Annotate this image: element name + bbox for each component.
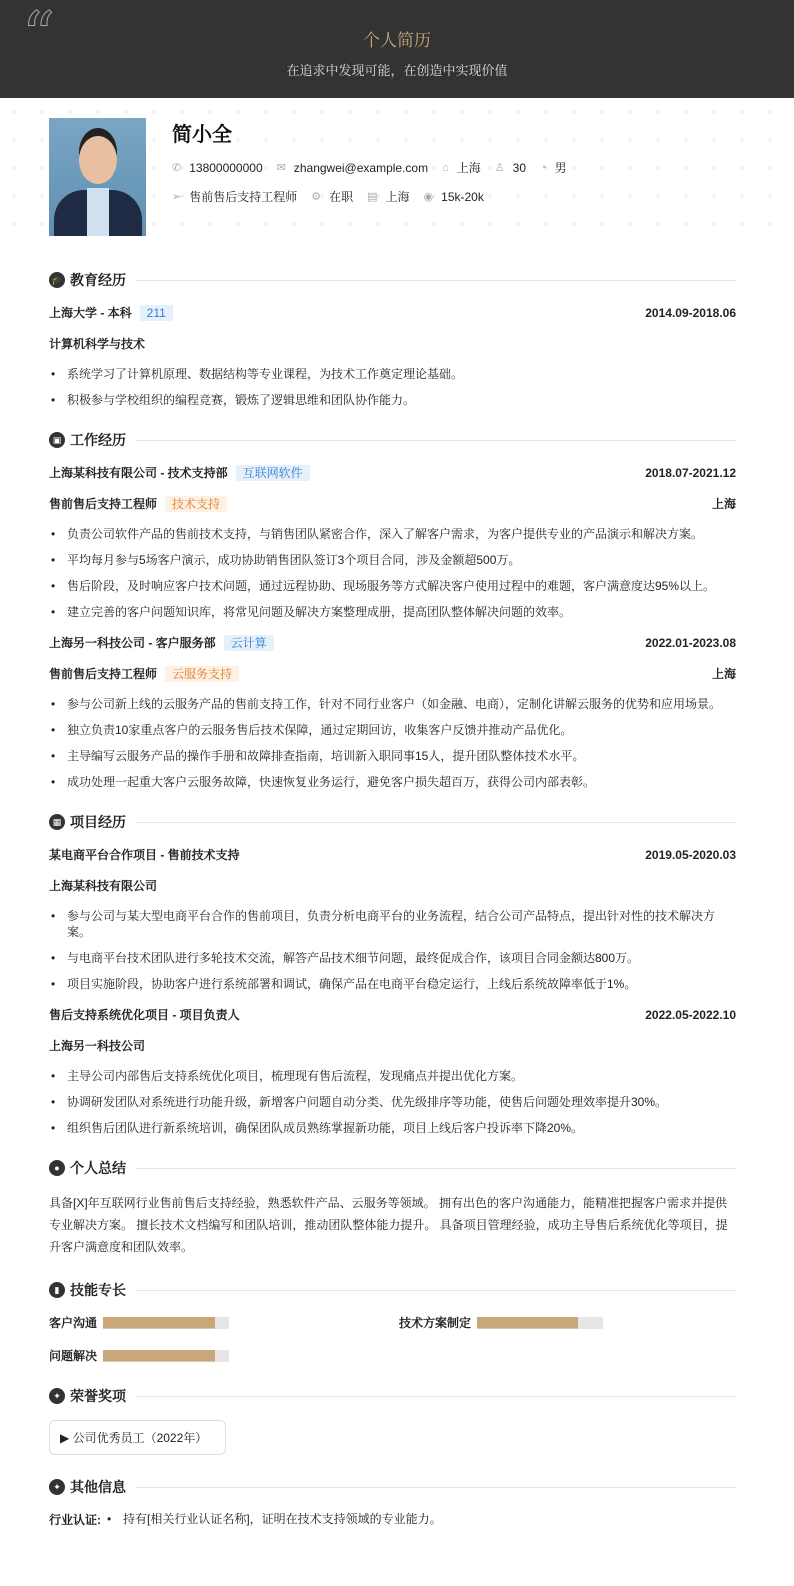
- city: 上海: [711, 667, 736, 681]
- gender: 男: [554, 161, 567, 175]
- page-title: 个人简历: [363, 31, 431, 50]
- role-tag: 技术支持: [165, 496, 227, 512]
- skill-name: 技术方案制定: [399, 1316, 472, 1330]
- list-item: • 系统学习了计算机原理、数据结构等专业课程，为技术工作奠定理论基础。: [49, 366, 736, 382]
- list-item: • 参与公司与某大型电商平台合作的售前项目，负责分析电商平台的业务流程，结合公司产品特点，提出针对性的技术解决方案。: [49, 908, 736, 940]
- salary-icon: ◉: [423, 191, 434, 203]
- project-company: 上海某科技有限公司: [49, 879, 158, 893]
- summary-text: 具备[X]年互联网行业售前售后支持经验，熟悉软件产品、云服务等领域。 拥有出色的客户沟通能力，能精准把握客户需求并提供专业解决方案。 擅长技术文档编写和团队培训，推动团队整体能力提升。 具备项目管理经验，成功主导售后系统优化等项目，提升客户满意度和团队效率。: [49, 1196, 728, 1254]
- avatar: [49, 118, 146, 236]
- skill-bar-fill: [477, 1317, 578, 1329]
- list-item: • 售后阶段，及时响应客户技术问题，通过远程协助、现场服务等方式解决客户使用过程中的难题，客户满意度达95%以上。: [49, 578, 736, 594]
- school-tag: 211: [140, 305, 173, 321]
- list-item: • 主导公司内部售后支持系统优化项目，梳理现有售后流程，发现痛点并提出优化方案。: [49, 1068, 736, 1084]
- role: 售前售后支持工程师: [49, 497, 158, 511]
- list-item: • 项目实施阶段，协助客户进行系统部署和调试，确保产品在电商平台稳定运行，上线后系统故障率低于1%。: [49, 976, 736, 992]
- section-education: [49, 270, 736, 290]
- list-item: • 协调研发团队对系统进行功能升级，新增客户问题自动分类、优先级排序等功能，使售后问题处理效率提升30%。: [49, 1094, 736, 1110]
- award-label: 公司优秀员工（2022年）: [72, 1431, 208, 1445]
- list-item: • 主导编写云服务产品的操作手册和故障排查指南，培训新入职同事15人，提升团队整体技术水平。: [49, 748, 736, 764]
- role-tag: 云服务支持: [165, 666, 239, 682]
- industry-tag: 云计算: [224, 635, 274, 651]
- skill-item: [399, 1314, 699, 1331]
- list-item: • 独立负责10家重点客户的云服务售后技术保障，通过定期回访，收集客户反馈并推动产品优化。: [49, 722, 736, 738]
- section-title: 工作经历: [70, 432, 126, 448]
- section-other: [49, 1477, 736, 1497]
- section-title: 技能专长: [70, 1282, 126, 1298]
- city: 上海: [385, 190, 410, 204]
- profile-name: 简小全: [172, 124, 232, 146]
- skill-bar: [103, 1350, 229, 1362]
- briefcase-icon: ▣: [49, 432, 65, 448]
- section-title: 荣誉奖项: [70, 1388, 126, 1404]
- work-entry: [49, 634, 736, 790]
- skill-bar-fill: [103, 1350, 215, 1362]
- date: 2014.09-2018.06: [645, 305, 736, 320]
- section-title: 教育经历: [70, 272, 126, 288]
- project-entry: [49, 1006, 736, 1136]
- building-icon: ▤: [367, 191, 378, 203]
- project-name: 售后支持系统优化项目 - 项目负责人: [49, 1008, 240, 1022]
- position: 售前售后支持工程师: [189, 190, 298, 204]
- date: 2022.01-2023.08: [645, 635, 736, 650]
- school: 上海大学 - 本科: [49, 306, 132, 320]
- phone-icon: ✆: [172, 162, 182, 174]
- profile: [0, 98, 794, 248]
- section-awards: [49, 1386, 736, 1406]
- skill-item: [49, 1314, 399, 1331]
- role: 售前售后支持工程师: [49, 667, 158, 681]
- skill-bar: [103, 1317, 229, 1329]
- send-icon: ➢: [172, 191, 182, 203]
- list-item: • 积极参与学校组织的编程竞赛，锻炼了逻辑思维和团队协作能力。: [49, 392, 736, 408]
- page-subtitle: 在追求中发现可能，在创造中实现价值: [286, 63, 508, 78]
- age-icon: ♙: [494, 162, 505, 174]
- grid-icon: ▦: [49, 814, 65, 830]
- status-icon: ⚙: [311, 191, 322, 203]
- salary: 15k-20k: [441, 189, 484, 204]
- list-item: • 与电商平台技术团队进行多轮技术交流，解答产品技术细节问题，最终促成合作，该项目合同金额达800万。: [49, 950, 736, 966]
- list-item: • 持有[相关行业认证名称]，证明在技术支持领域的专业能力。: [105, 1511, 442, 1527]
- skill-item: [49, 1347, 399, 1364]
- location: 上海: [456, 161, 481, 175]
- education-entry: [49, 304, 736, 408]
- company: 上海某科技有限公司 - 技术支持部: [49, 466, 228, 480]
- header-banner: [0, 0, 794, 98]
- info-icon: ✦: [49, 1479, 65, 1495]
- list-item: • 负责公司软件产品的售前技术支持，与销售团队紧密合作，深入了解客户需求，为客户提供专业的产品演示和解决方案。: [49, 526, 736, 542]
- section-title: 其他信息: [70, 1479, 126, 1495]
- status: 在职: [329, 190, 354, 204]
- award-item[interactable]: [49, 1420, 226, 1455]
- industry-tag: 互联网软件: [236, 465, 310, 481]
- other-label: 行业认证:: [49, 1513, 101, 1527]
- date: 2019.05-2020.03: [645, 847, 736, 862]
- list-item: • 参与公司新上线的云服务产品的售前支持工作，针对不同行业客户（如金融、电商），定制化讲解云服务的优势和应用场景。: [49, 696, 736, 712]
- project-company: 上海另一科技公司: [49, 1039, 146, 1053]
- date: 2022.05-2022.10: [645, 1007, 736, 1022]
- skill-name: 问题解决: [49, 1349, 98, 1363]
- home-icon: ⌂: [442, 161, 449, 174]
- section-work: [49, 430, 736, 450]
- date: 2018.07-2021.12: [645, 465, 736, 480]
- phone: 13800000000: [189, 160, 263, 175]
- skill-bar-fill: [103, 1317, 215, 1329]
- section-title: 项目经历: [70, 814, 126, 830]
- email-icon: ✉: [276, 162, 286, 174]
- age: 30: [512, 160, 527, 175]
- gender-icon: ◔: [540, 161, 547, 174]
- skill-bar: [477, 1317, 603, 1329]
- section-summary: [49, 1158, 736, 1178]
- user-icon: ●: [49, 1160, 65, 1176]
- list-item: • 成功处理一起重大客户云服务故障，快速恢复业务运行，避免客户损失超百万，获得公司内部表彰。: [49, 774, 736, 790]
- section-title: 个人总结: [70, 1160, 126, 1176]
- email: zhangwei@example.com: [293, 160, 429, 175]
- quote-icon: “: [22, 0, 55, 73]
- section-skills: [49, 1280, 736, 1300]
- major: 计算机科学与技术: [49, 337, 146, 351]
- company: 上海另一科技公司 - 客户服务部: [49, 636, 216, 650]
- city: 上海: [711, 497, 736, 511]
- other-info: [49, 1511, 736, 1537]
- chart-icon: ▮: [49, 1282, 65, 1298]
- project-name: 某电商平台合作项目 - 售前技术支持: [49, 848, 240, 862]
- triangle-right-icon: ▶: [60, 1431, 73, 1445]
- list-item: • 平均每月参与5场客户演示，成功协助销售团队签订3个项目合同，涉及金额超500万。: [49, 552, 736, 568]
- work-entry: [49, 464, 736, 620]
- award-icon: ✦: [49, 1388, 65, 1404]
- section-projects: [49, 812, 736, 832]
- skill-name: 客户沟通: [49, 1316, 98, 1330]
- list-item: • 建立完善的客户问题知识库，将常见问题及解决方案整理成册，提高团队整体解决问题的效率。: [49, 604, 736, 620]
- list-item: • 组织售后团队进行新系统培训，确保团队成员熟练掌握新功能，项目上线后客户投诉率下降20%。: [49, 1120, 736, 1136]
- graduation-cap-icon: 🎓: [49, 272, 65, 288]
- project-entry: [49, 846, 736, 992]
